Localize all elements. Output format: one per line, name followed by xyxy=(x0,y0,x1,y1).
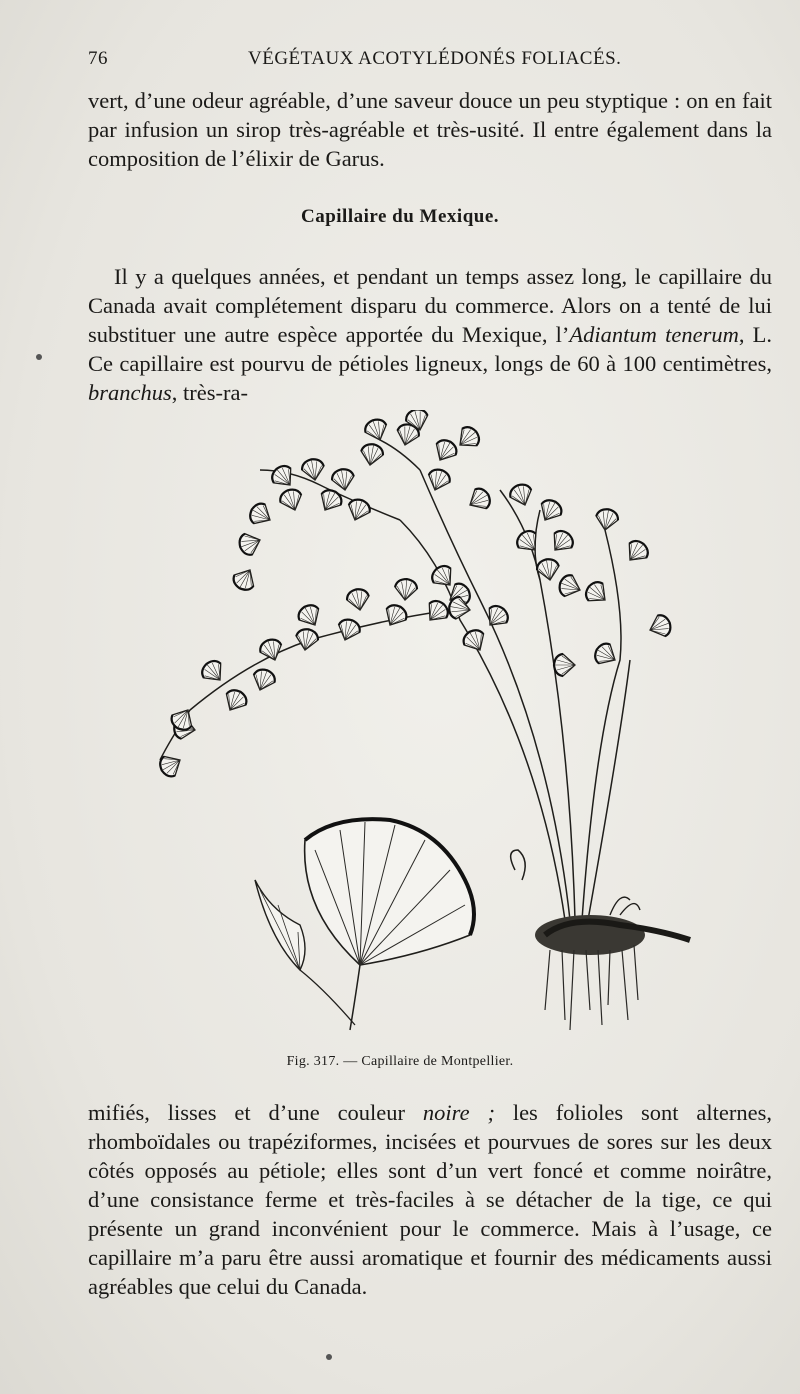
fern-engraving xyxy=(150,410,710,1050)
ink-speck xyxy=(36,354,42,360)
italic-term: noire ; xyxy=(422,1100,495,1125)
fern-illustration xyxy=(150,410,710,1050)
running-head xyxy=(88,48,768,72)
italic-term: branchus xyxy=(88,380,172,405)
paragraph-mexique xyxy=(88,262,772,407)
paragraph-description xyxy=(88,1098,772,1301)
text-run: mifiés, lisses et d’une couleur xyxy=(88,1100,423,1125)
paragraph-garus: vert, d’une odeur agréable, d’une saveur douce un peu styptique : on en fait par infusion un sirop très-agréable et très-usité. Il entre également dans la composition de l’élixir de Garus. xyxy=(88,88,772,171)
text-run: , très-ra- xyxy=(171,380,248,405)
text-run: les folioles sont alternes, rhomboïdales ou trapéziformes, incisées et pourvues de sores sur les deux côtés opposés au pétiole; elles sont d’un vert foncé et comme noirâtre, d’une consistance ferme et très-faciles à se détacher de la tige, ce qui présente un grand inconvénient pour le commerce. Mais à l’usage, ce capillaire m’a paru être aussi aromatique et fournir des médicaments aussi agréables que celui du Canada. xyxy=(88,1100,773,1299)
ink-speck xyxy=(326,1354,332,1360)
text-run: Il y a quelques années, et pendant un temps assez long, le capillaire du Canada avait complétement disparu du commerce. Alors on a tenté de lui substituer une autre espèce apportée du Mexique, l’ xyxy=(88,264,772,347)
page-number: 76 xyxy=(88,48,108,69)
running-title: VÉGÉTAUX ACOTYLÉDONÉS FOLIACÉS. xyxy=(248,48,622,69)
figure-caption: Fig. 317. — Capillaire de Montpellier. xyxy=(286,1054,514,1069)
section-heading: Capillaire du Mexique. xyxy=(300,206,500,227)
italic-species-name: Adiantum tenerum xyxy=(569,322,739,347)
text-run: , L. Ce capillaire est pourvu de pétioles ligneux, longs de 60 à 100 centimètres, xyxy=(88,322,772,376)
